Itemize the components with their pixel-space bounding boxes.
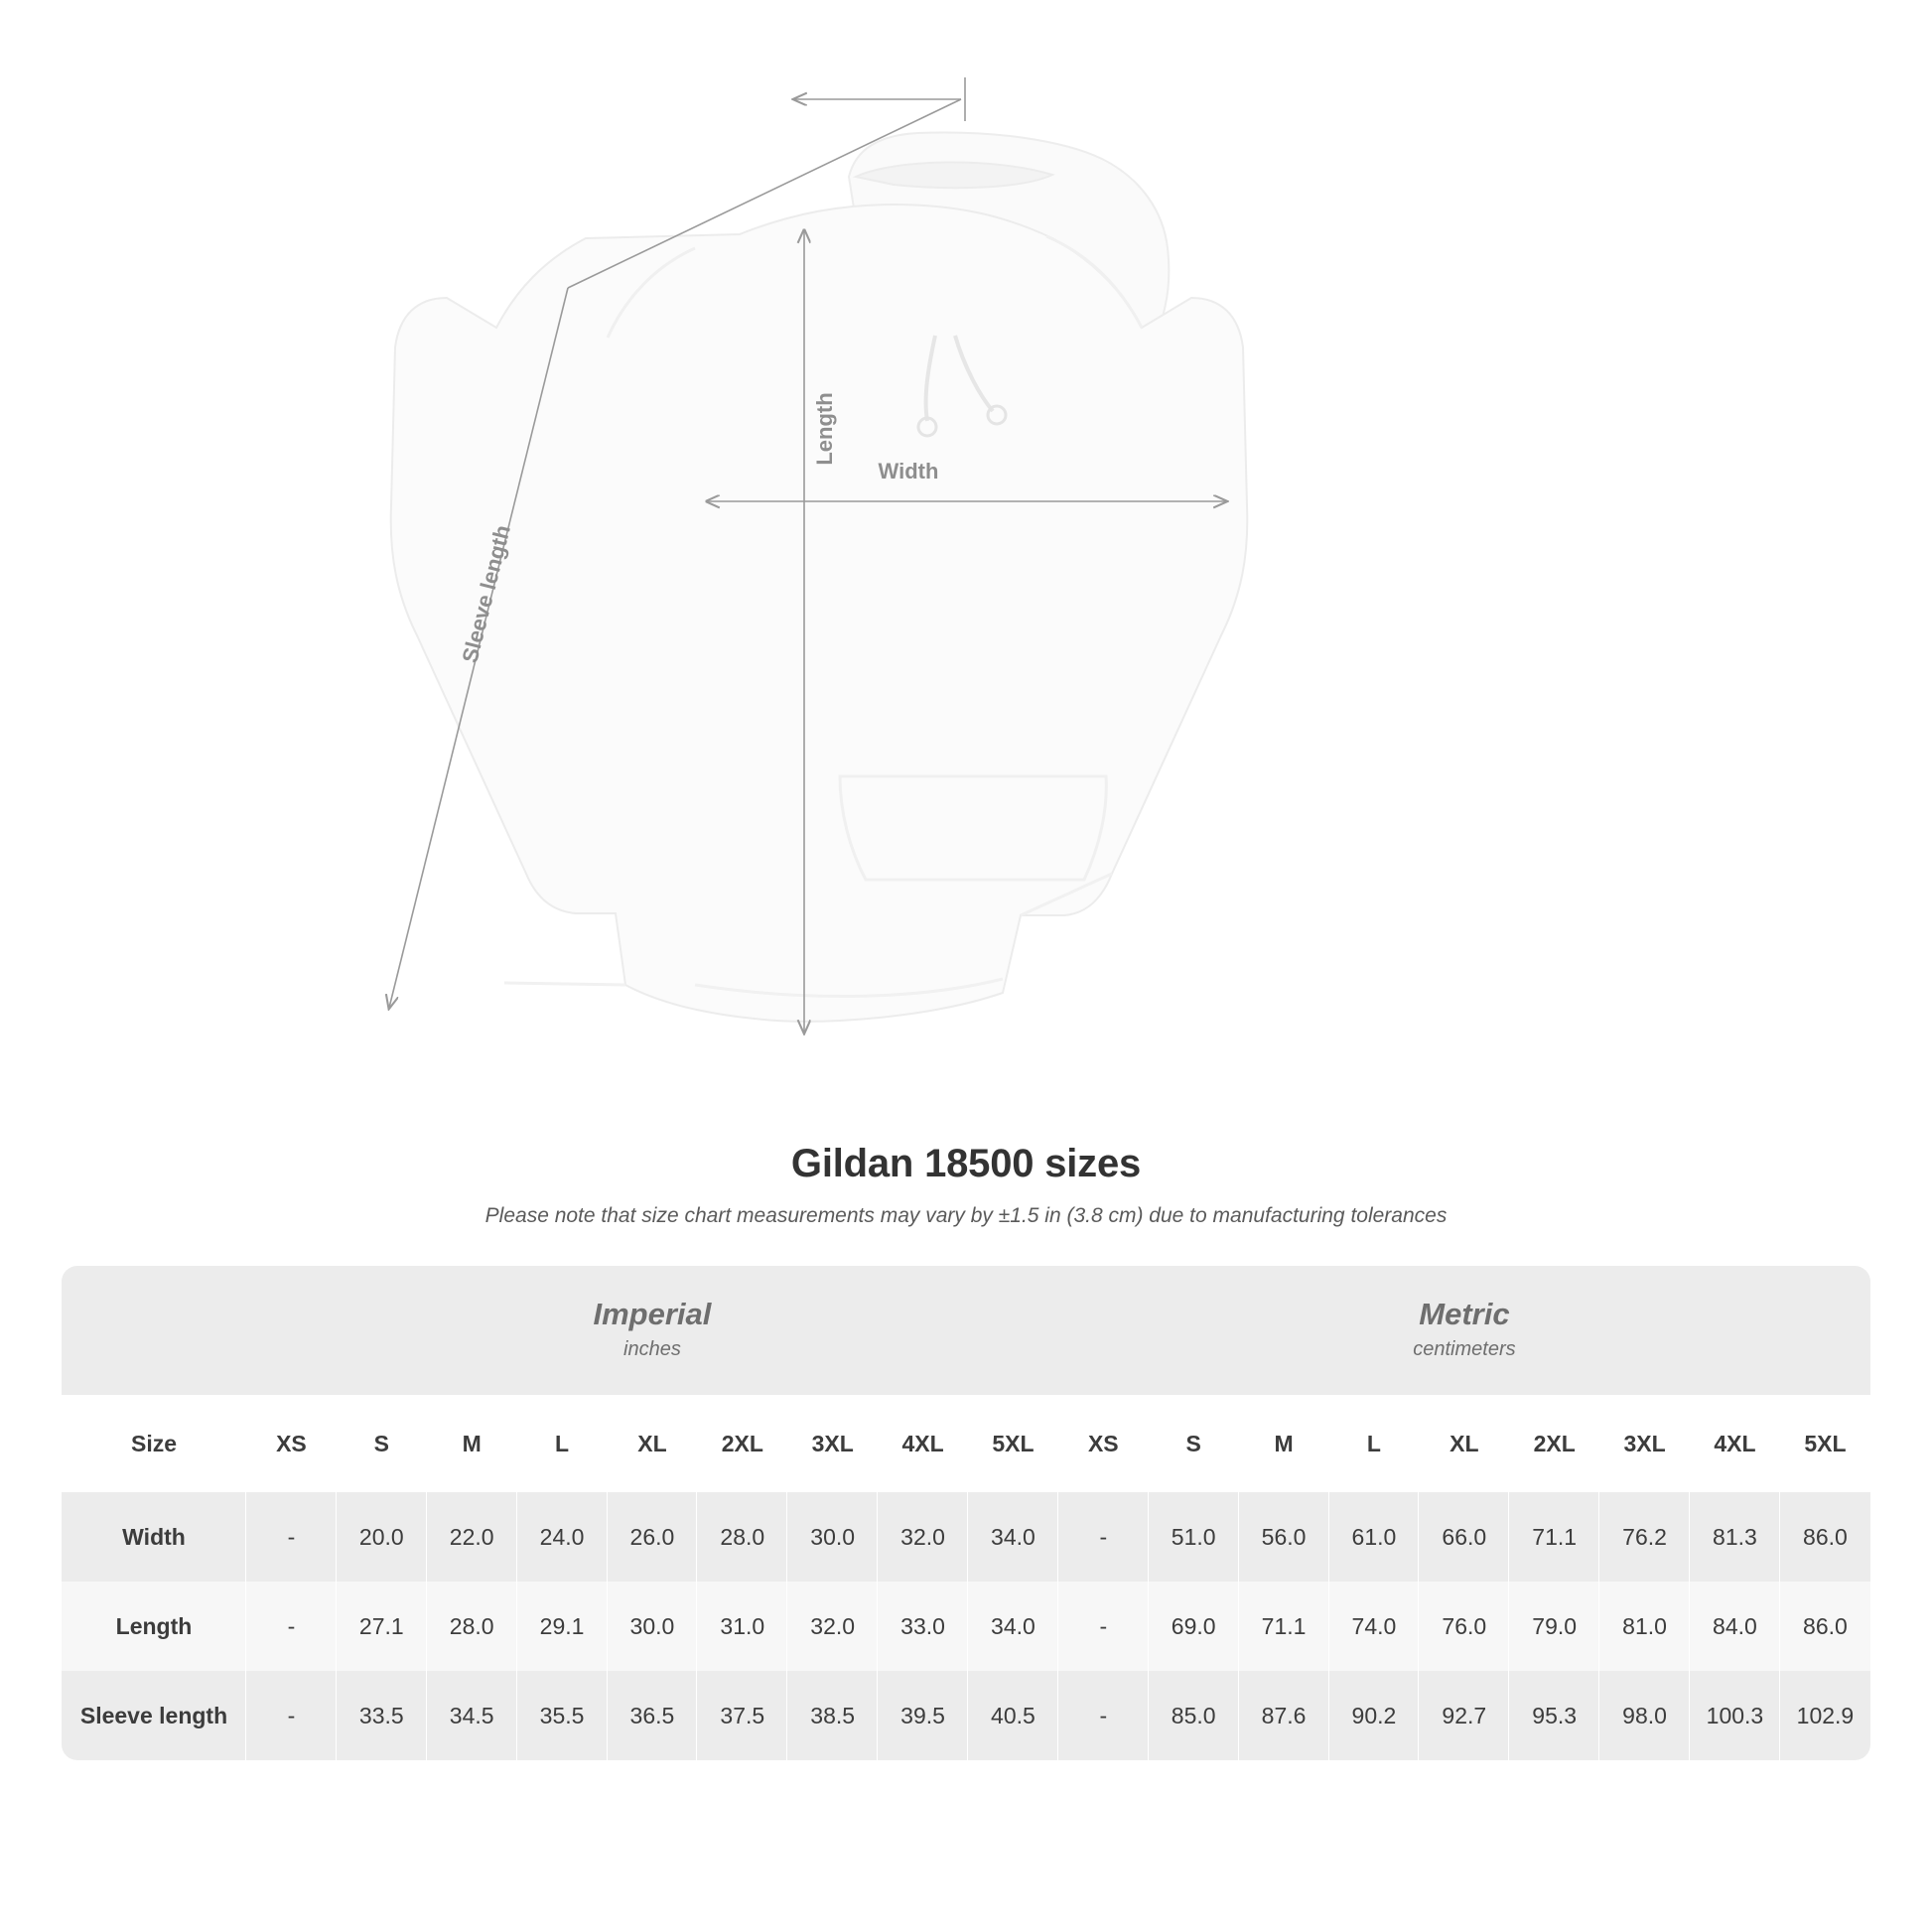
cell-length-imperial-s: 27.1 — [337, 1582, 427, 1671]
cell-width-metric-3xl: 76.2 — [1599, 1492, 1690, 1582]
cell-sleeve-metric-3xl: 98.0 — [1599, 1671, 1690, 1760]
cell-sleeve-metric-4xl: 100.3 — [1690, 1671, 1780, 1760]
imperial-sub: inches — [623, 1338, 681, 1361]
col-header-imperial-l: L — [517, 1395, 608, 1492]
cell-sleeve-metric-s: 85.0 — [1149, 1671, 1239, 1760]
col-header-imperial-5xl: 5XL — [968, 1395, 1058, 1492]
col-header-imperial-m: M — [427, 1395, 517, 1492]
page-title: Gildan 18500 sizes — [790, 1142, 1142, 1185]
table-row — [62, 1582, 1870, 1671]
col-header-imperial-3xl: 3XL — [787, 1395, 878, 1492]
cell-sleeve-imperial-s: 33.5 — [337, 1671, 427, 1760]
cell-sleeve-imperial-l: 35.5 — [517, 1671, 608, 1760]
cell-sleeve-imperial-m: 34.5 — [427, 1671, 517, 1760]
cell-width-metric-l: 61.0 — [1329, 1492, 1420, 1582]
length-label: Length — [812, 392, 837, 466]
cell-sleeve-imperial-2xl: 37.5 — [697, 1671, 787, 1760]
cell-width-imperial-s: 20.0 — [337, 1492, 427, 1582]
cell-length-metric-3xl: 81.0 — [1599, 1582, 1690, 1671]
size-header-label: Size — [62, 1395, 246, 1492]
cell-length-imperial-3xl: 32.0 — [787, 1582, 878, 1671]
cell-length-metric-xs: - — [1058, 1582, 1149, 1671]
cell-width-metric-5xl: 86.0 — [1780, 1492, 1870, 1582]
cell-width-imperial-3xl: 30.0 — [787, 1492, 878, 1582]
cell-length-metric-4xl: 84.0 — [1690, 1582, 1780, 1671]
cell-sleeve-metric-2xl: 95.3 — [1509, 1671, 1599, 1760]
col-header-metric-5xl: 5XL — [1780, 1395, 1870, 1492]
cell-sleeve-metric-xs: - — [1058, 1671, 1149, 1760]
cell-length-metric-l: 74.0 — [1329, 1582, 1420, 1671]
col-header-metric-l: L — [1329, 1395, 1420, 1492]
cell-sleeve-metric-xl: 92.7 — [1419, 1671, 1509, 1760]
col-header-metric-xs: XS — [1058, 1395, 1149, 1492]
metric-name: Metric — [1419, 1296, 1510, 1331]
cell-width-metric-m: 56.0 — [1239, 1492, 1329, 1582]
col-header-metric-3xl: 3XL — [1599, 1395, 1690, 1492]
cell-sleeve-metric-5xl: 102.9 — [1780, 1671, 1870, 1760]
cell-sleeve-imperial-xl: 36.5 — [608, 1671, 698, 1760]
col-header-imperial-xs: XS — [246, 1395, 337, 1492]
cell-sleeve-imperial-5xl: 40.5 — [968, 1671, 1058, 1760]
cell-width-imperial-5xl: 34.0 — [968, 1492, 1058, 1582]
col-header-metric-s: S — [1149, 1395, 1239, 1492]
cell-width-imperial-m: 22.0 — [427, 1492, 517, 1582]
tolerance-note: Please note that size chart measurements may vary by ±1.5 in (3.8 cm) due to manufacturing tolerances — [484, 1204, 1448, 1227]
unit-header-row — [62, 1266, 1870, 1395]
cell-length-imperial-5xl: 34.0 — [968, 1582, 1058, 1671]
cell-width-imperial-xs: - — [246, 1492, 337, 1582]
cell-length-imperial-2xl: 31.0 — [697, 1582, 787, 1671]
imperial-name: Imperial — [593, 1296, 712, 1331]
title-block — [0, 1142, 1932, 1228]
table-row — [62, 1671, 1870, 1760]
col-header-imperial-4xl: 4XL — [878, 1395, 968, 1492]
cell-width-imperial-4xl: 32.0 — [878, 1492, 968, 1582]
col-header-metric-m: M — [1239, 1395, 1329, 1492]
row-label-length: Length — [62, 1582, 246, 1671]
cell-sleeve-metric-l: 90.2 — [1329, 1671, 1420, 1760]
hoodie-shape — [391, 132, 1248, 1021]
row-label-sleeve-length: Sleeve length — [62, 1671, 246, 1760]
unit-header-spacer — [62, 1266, 246, 1395]
cell-width-imperial-xl: 26.0 — [608, 1492, 698, 1582]
size-header-row — [62, 1395, 1870, 1492]
cell-width-metric-4xl: 81.3 — [1690, 1492, 1780, 1582]
col-header-imperial-xl: XL — [608, 1395, 698, 1492]
cell-width-metric-s: 51.0 — [1149, 1492, 1239, 1582]
col-header-metric-2xl: 2XL — [1509, 1395, 1599, 1492]
cell-width-metric-xl: 66.0 — [1419, 1492, 1509, 1582]
cell-length-metric-5xl: 86.0 — [1780, 1582, 1870, 1671]
cell-length-imperial-xl: 30.0 — [608, 1582, 698, 1671]
cell-width-metric-xs: - — [1058, 1492, 1149, 1582]
table-row — [62, 1492, 1870, 1582]
size-table — [62, 1266, 1870, 1760]
col-header-imperial-2xl: 2XL — [697, 1395, 787, 1492]
cell-width-imperial-l: 24.0 — [517, 1492, 608, 1582]
cell-sleeve-metric-m: 87.6 — [1239, 1671, 1329, 1760]
metric-sub: centimeters — [1413, 1338, 1516, 1361]
cell-length-metric-xl: 76.0 — [1419, 1582, 1509, 1671]
unit-group-metric — [1058, 1266, 1870, 1395]
width-label: Width — [878, 459, 939, 483]
row-label-width: Width — [62, 1492, 246, 1582]
col-header-imperial-s: S — [337, 1395, 427, 1492]
cell-length-metric-s: 69.0 — [1149, 1582, 1239, 1671]
size-table-container — [62, 1266, 1870, 1760]
cell-sleeve-imperial-3xl: 38.5 — [787, 1671, 878, 1760]
sleeve-length-label: Sleeve length — [457, 522, 516, 666]
cell-length-metric-m: 71.1 — [1239, 1582, 1329, 1671]
col-header-metric-4xl: 4XL — [1690, 1395, 1780, 1492]
col-header-metric-xl: XL — [1419, 1395, 1509, 1492]
cell-sleeve-imperial-xs: - — [246, 1671, 337, 1760]
cell-sleeve-imperial-4xl: 39.5 — [878, 1671, 968, 1760]
cell-length-imperial-xs: - — [246, 1582, 337, 1671]
cell-length-metric-2xl: 79.0 — [1509, 1582, 1599, 1671]
cell-length-imperial-m: 28.0 — [427, 1582, 517, 1671]
cell-width-imperial-2xl: 28.0 — [697, 1492, 787, 1582]
cell-length-imperial-l: 29.1 — [517, 1582, 608, 1671]
cell-width-metric-2xl: 71.1 — [1509, 1492, 1599, 1582]
unit-group-imperial — [246, 1266, 1058, 1395]
cell-length-imperial-4xl: 33.0 — [878, 1582, 968, 1671]
